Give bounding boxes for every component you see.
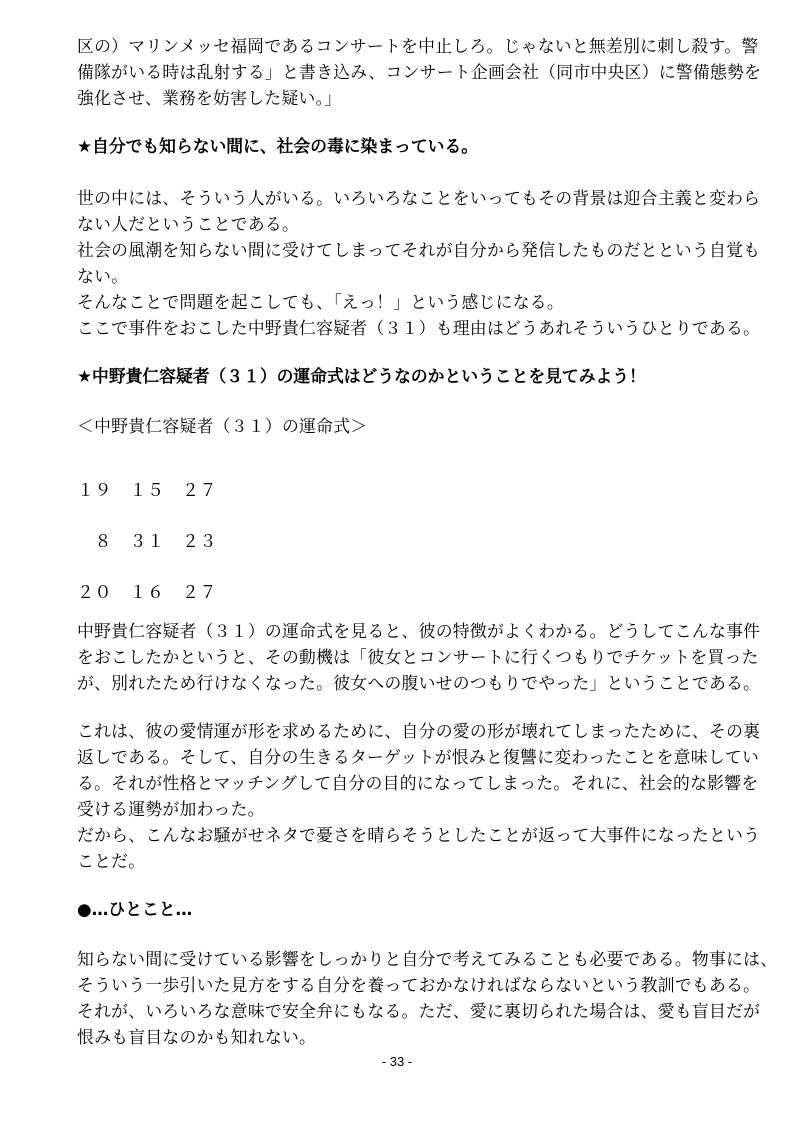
formula-row: ２０ １６ ２７ xyxy=(77,583,217,603)
text-line: これは、彼の愛情運が形を求めるために、自分の愛の形が壊れてしまったために、その裏 xyxy=(77,721,761,741)
paragraph-analysis xyxy=(77,718,761,874)
formula-row: ８ ３１ ２３ xyxy=(77,532,217,552)
formula-title: ＜中野貴仁容疑者（３１）の運命式＞ xyxy=(77,416,368,436)
intro-quote xyxy=(77,33,762,111)
formula-row: １９ １５ ２７ xyxy=(77,481,217,501)
text-line: そういう一歩引いた見方をする自分を養っておかなければならないという教訓でもある。 xyxy=(77,975,761,995)
text-line: 世の中には、そういう人がいる。いろいろなことをいってもその背景は迎合主義と変わら xyxy=(77,188,761,208)
text-line: それが、いろいろな意味で安全弁にもなる。ただ、愛に裏切られた場合は、愛も盲目だが xyxy=(77,1001,761,1021)
section-heading-social-poison: ★自分でも知らない間に、社会の毒に染まっている。 xyxy=(77,136,479,156)
section-heading-hitokoto: ●…ひとこと… xyxy=(77,899,193,919)
paragraph-motive xyxy=(77,618,761,696)
text-line: ここで事件をおこした中野貴仁容疑者（３１）も理由はどうあれそういうひとりである。 xyxy=(77,318,761,338)
text-line: 強化させ、業務を妨害した疑い。」 xyxy=(77,88,342,108)
text-line: が、別れたため行けなくなった。彼女への腹いせのつもりでやった」ということである。 xyxy=(77,673,761,693)
text-line: 備隊がいる時は乱射する」と書き込み、コンサート企画会社（同市中央区）に警備態勢を xyxy=(77,62,762,82)
text-line: ない。 xyxy=(77,266,129,286)
fortune-formula xyxy=(77,466,727,619)
paragraph-social-influence xyxy=(77,185,761,341)
paragraph-conclusion xyxy=(77,946,778,1050)
text-line: をおこしたかというと、その動機は「彼女とコンサートに行くつもりでチケットを買った xyxy=(77,647,759,667)
text-line: 社会の風潮を知らない間に受けてしまってそれが自分から発信したものだとという自覚も xyxy=(77,240,761,260)
text-line: ない人だということである。 xyxy=(77,214,300,234)
text-line: 区の）マリンメッセ福岡であるコンサートを中止しろ。じゃないと無差別に刺し殺す。警 xyxy=(77,36,759,56)
text-line: だから、こんなお騒がせネタで憂さを晴らそうとしたことが返って大事件になったという xyxy=(77,825,761,845)
section-heading-fortune: ★中野貴仁容疑者（３１）の運命式はどうなのかということを見てみよう！ xyxy=(77,366,646,386)
text-line: 恨みも盲目なのかも知れない。 xyxy=(77,1027,317,1047)
text-line: る。それが性格とマッチングして自分の目的になってしまった。それに、社会的な影響を xyxy=(77,773,759,793)
page-number: - 33 - xyxy=(381,1054,413,1069)
text-line: 受ける運勢が加わった。 xyxy=(77,799,265,819)
text-line: 知らない間に受けている影響をしっかりと自分で考えてみることも必要である。物事には、 xyxy=(77,949,778,969)
text-line: ことだ。 xyxy=(77,851,146,871)
text-line: そんなことで問題を起こしても、「えっ！」という感じになる。 xyxy=(77,292,564,312)
text-line: 返しである。そして、自分の生きるターゲットが恨みと復讐に変わったことを意味してい xyxy=(77,747,760,767)
text-line: 中野貴仁容疑者（３１）の運命式を見ると、彼の特徴がよくわかる。どうしてこんな事件 xyxy=(77,621,761,641)
